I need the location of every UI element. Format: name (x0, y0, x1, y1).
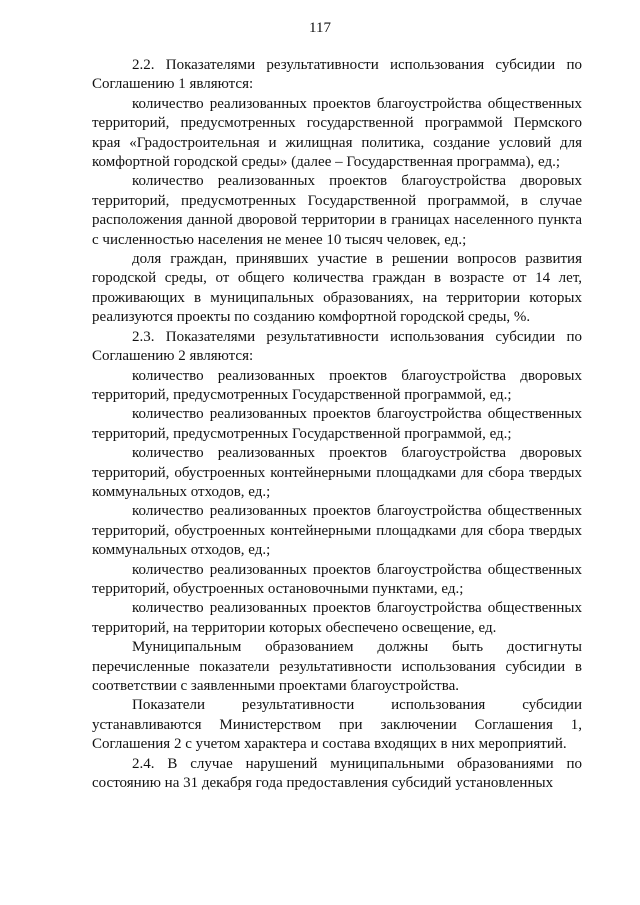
paragraph-2-4: 2.4. В случае нарушений муниципальными образованиями по состоянию на 31 декабря года предоставления субсидий установленных (92, 755, 582, 792)
paragraph-item: количество реализованных проектов благоустройства общественных территорий, обустроенных контейнерными площадками для сбора твердых коммунальных отходов, ед.; (92, 503, 582, 559)
paragraph-item: количество реализованных проектов благоустройства общественных территорий, на территории которых обеспечено освещение, ед. (92, 600, 582, 636)
paragraph-2-3: 2.3. Показателями результативности использования субсидии по Соглашению 2 являются: (92, 328, 582, 365)
paragraph-item: количество реализованных проектов благоустройства общественных территорий, предусмотренных Государственной программой, ед.; (92, 406, 582, 442)
paragraph-item: количество реализованных проектов благоустройства общественных территорий, обустроенных остановочными пунктами, ед.; (92, 561, 582, 597)
paragraph-item: количество реализованных проектов благоустройства дворовых территорий, обустроенных контейнерными площадками для сбора твердых коммунальных отходов, ед.; (92, 445, 582, 500)
paragraph-item: доля граждан, принявших участие в решении вопросов развития городской среды, от общего количества граждан в возрасте от 14 лет, проживающих в муниципальных образованиях, на территории которых реализуются проекты по созданию комфортной городской среды, %. (92, 251, 582, 326)
paragraph-requirement: Муниципальным образованием должны быть достигнуты перечисленные показатели результативности использования субсидии в соответствии с заявленными проектами благоустройства. (92, 639, 582, 694)
paragraph-2-2: 2.2. Показателями результативности использования субсидии по Соглашению 1 являются: (92, 57, 582, 93)
page-number: 117 (309, 20, 331, 36)
paragraph-item: количество реализованных проектов благоустройства общественных территорий, предусмотренных государственной программой Пермского края «Градостроительная и жилищная политика, создание условий для комфортной городской среды» (далее – Государственная программа), ед.; (92, 95, 582, 171)
document-body (92, 56, 582, 793)
paragraph-indicators: Показатели результативности использования субсидии устанавливаются Министерством при заключении Соглашения 1, Соглашения 2 с учетом характера и состава входящих в них мероприятий. (92, 697, 582, 753)
paragraph-item: количество реализованных проектов благоустройства дворовых территорий, предусмотренных Государственной программой, в случае расположения данной дворовой территории в границах населенного пункта с численностью населения не менее 10 тысяч человек, ед.; (92, 173, 582, 248)
paragraph-item: количество реализованных проектов благоустройства дворовых территорий, предусмотренных Государственной программой, ед.; (92, 367, 582, 403)
